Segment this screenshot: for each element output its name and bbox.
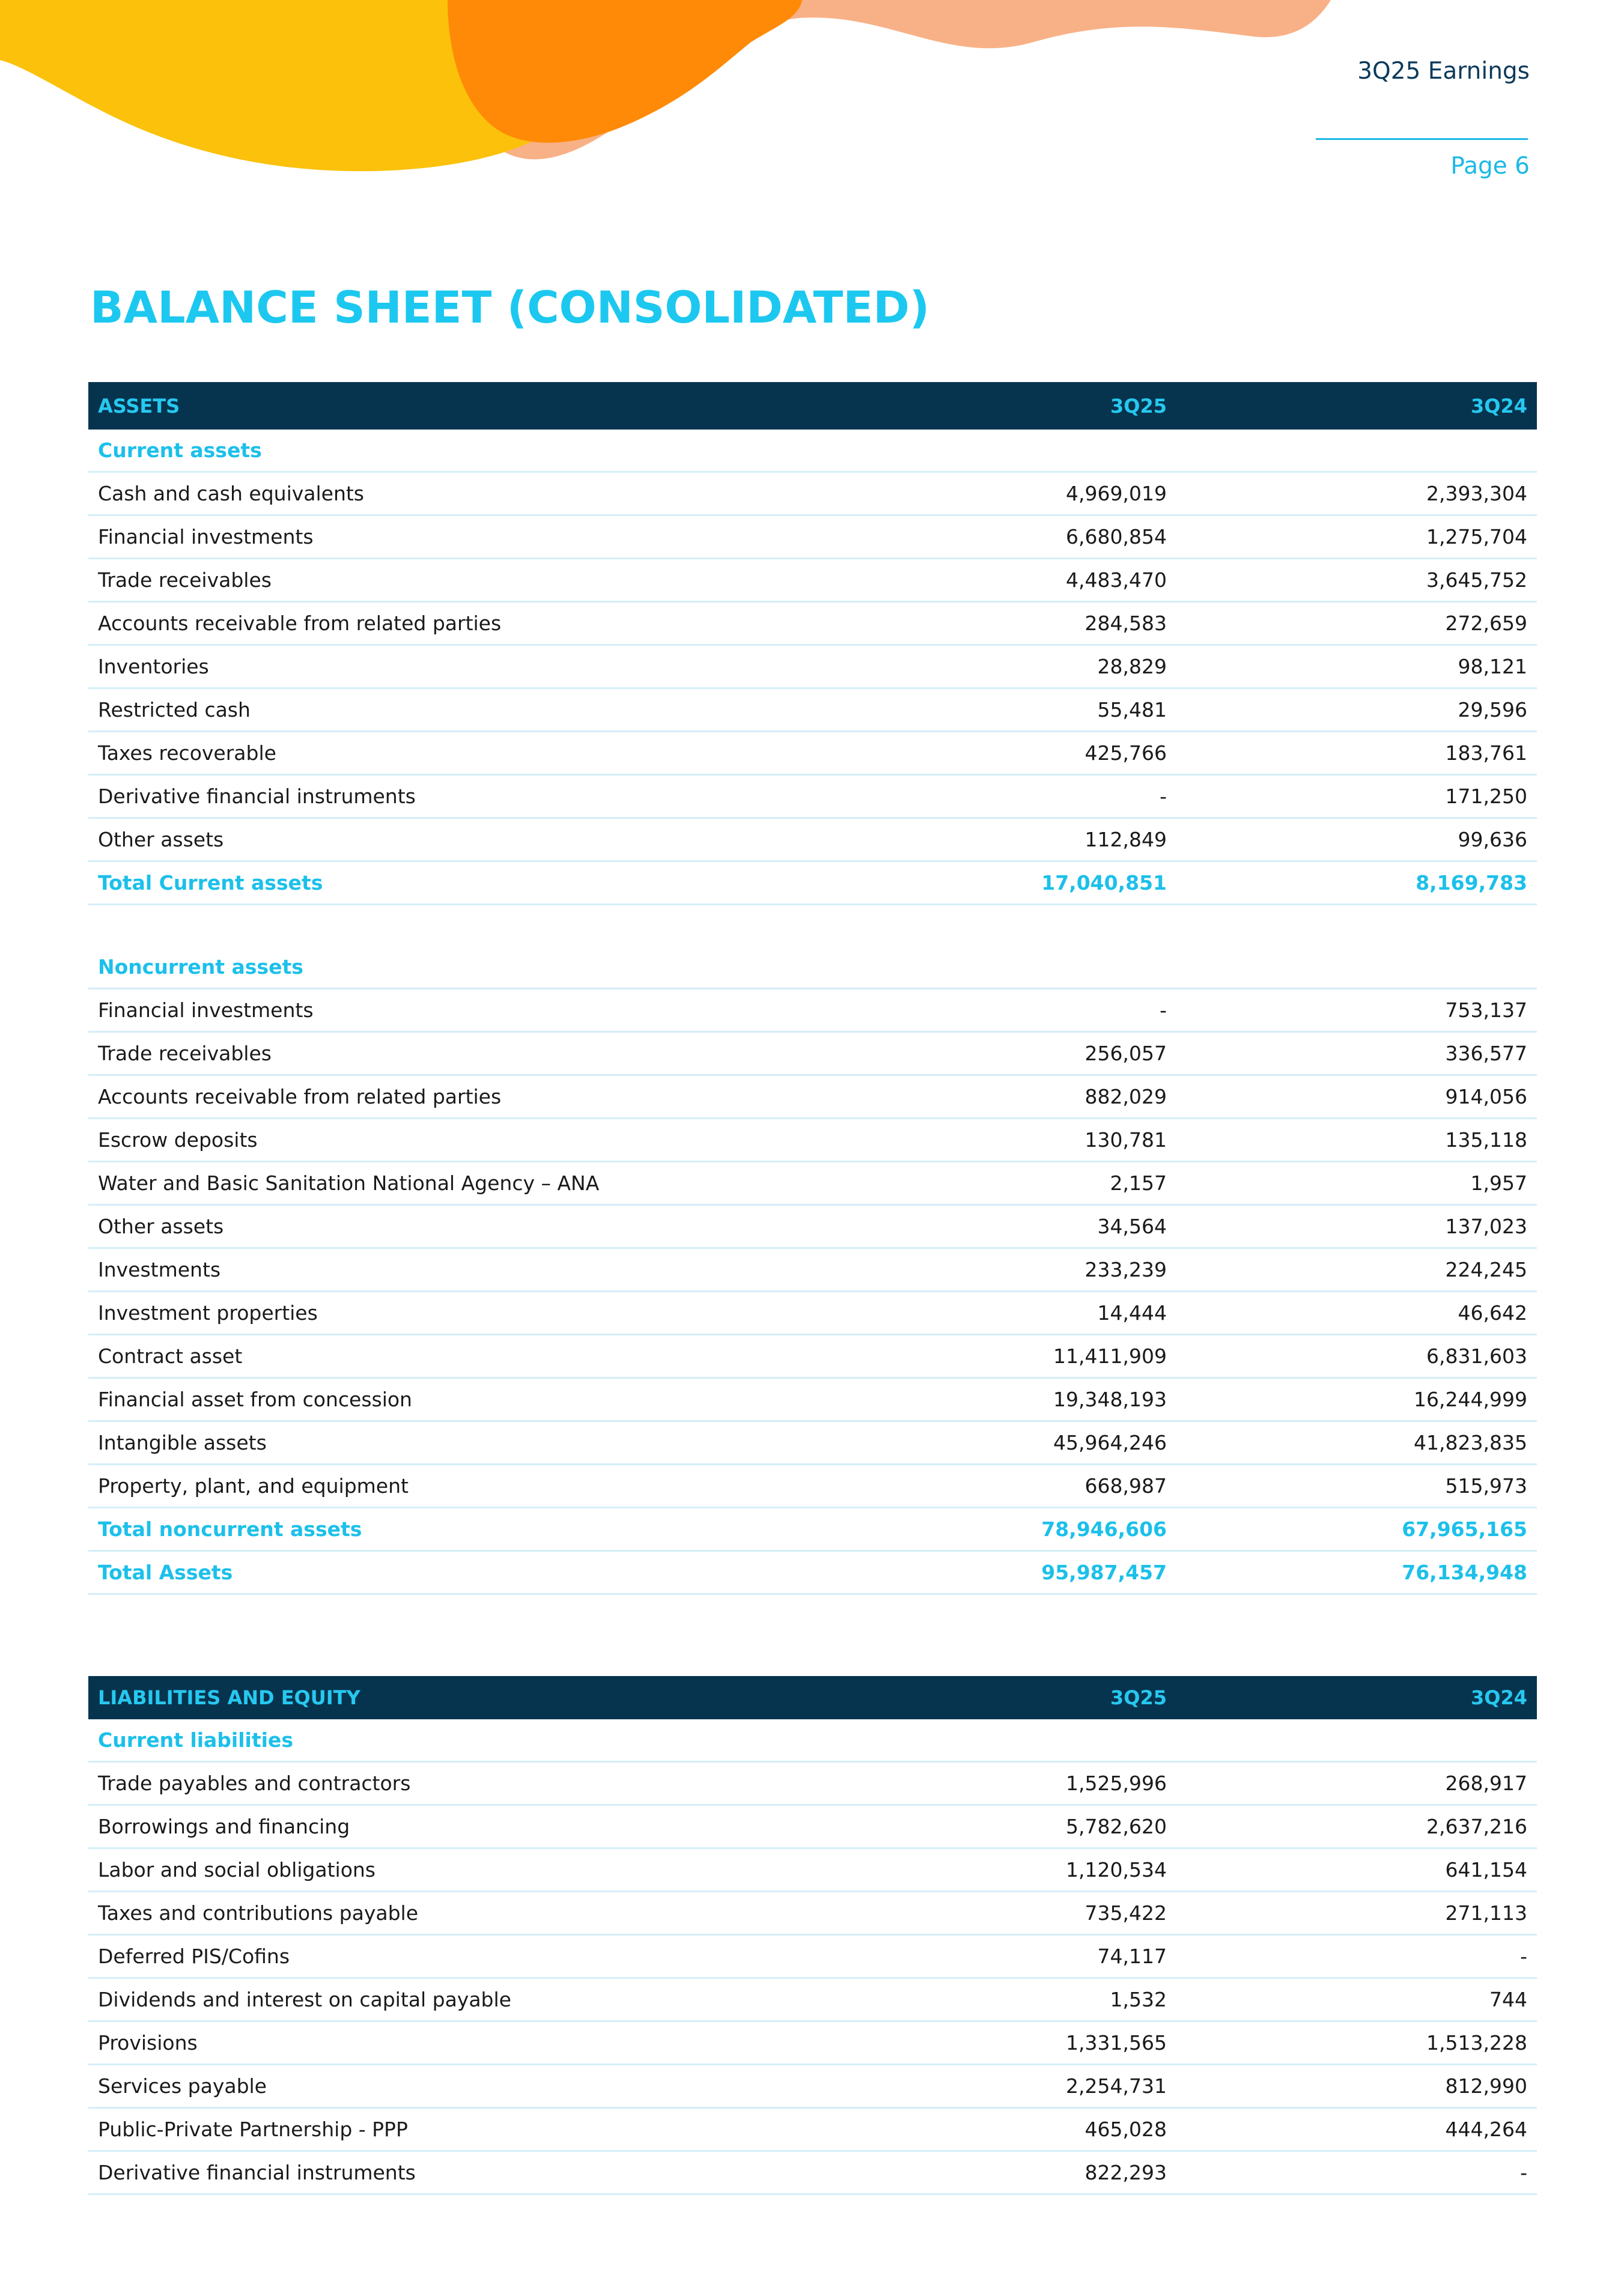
table-row [88, 1335, 1537, 1379]
value-3q25: 822,293 [1084, 2161, 1167, 2184]
section-current-assets [88, 430, 1537, 473]
header-assets: ASSETS [98, 394, 180, 418]
row-label: Intangible assets [98, 1431, 267, 1454]
table-row [88, 1119, 1537, 1162]
value-3q25: 1,525,996 [1066, 1772, 1167, 1795]
noncurrent-assets-rows [88, 989, 1537, 1508]
table-row [88, 1033, 1537, 1076]
section-label: Current assets [98, 439, 262, 462]
header-liabilities-equity: LIABILITIES AND EQUITY [98, 1686, 360, 1709]
header-3q24: 3Q24 [1471, 394, 1527, 418]
value-3q25: 2,157 [1110, 1171, 1167, 1195]
table-row [88, 516, 1537, 559]
header-divider [1316, 138, 1528, 140]
row-label: Escrow deposits [98, 1128, 258, 1152]
row-label: Other assets [98, 828, 224, 851]
value-3q25: 78,946,606 [1041, 1517, 1167, 1541]
total-current-assets-row [88, 862, 1537, 905]
value-3q25: - [1160, 785, 1167, 808]
value-3q25: 130,781 [1084, 1128, 1167, 1152]
header-3q24: 3Q24 [1471, 1686, 1527, 1709]
value-3q25: 55,481 [1097, 698, 1167, 721]
value-3q24: 444,264 [1445, 2118, 1527, 2141]
table-row [88, 1422, 1537, 1465]
row-label: Contract asset [98, 1344, 243, 1368]
value-3q25: 112,849 [1084, 828, 1167, 851]
value-3q24: 1,513,228 [1426, 2031, 1527, 2055]
table-row [88, 2065, 1537, 2109]
total-noncurrent-assets-row [88, 1508, 1537, 1552]
table-row [88, 732, 1537, 776]
value-3q24: 99,636 [1458, 828, 1527, 851]
section-noncurrent-assets [88, 946, 1537, 989]
value-3q24: 3,645,752 [1426, 568, 1527, 592]
table-row [88, 1936, 1537, 1979]
row-label: Financial asset from concession [98, 1388, 412, 1411]
total-assets-row [88, 1552, 1537, 1595]
value-3q25: 1,331,565 [1066, 2031, 1167, 2055]
table-row [88, 1763, 1537, 1806]
value-3q25: 11,411,909 [1053, 1344, 1167, 1368]
value-3q25: 465,028 [1084, 2118, 1167, 2141]
table-row [88, 776, 1537, 819]
current-assets-rows [88, 473, 1537, 862]
row-label: Dividends and interest on capital payable [98, 1988, 511, 2011]
row-label: Taxes and contributions payable [98, 1901, 419, 1925]
row-label: Trade receivables [98, 568, 272, 592]
value-3q24: 16,244,999 [1414, 1388, 1527, 1411]
value-3q24: 76,134,948 [1402, 1561, 1527, 1584]
assets-table-header [88, 382, 1537, 430]
value-3q24: 29,596 [1458, 698, 1527, 721]
table-row [88, 689, 1537, 732]
row-label: Derivative financial instruments [98, 2161, 416, 2184]
value-3q24: 2,637,216 [1426, 1815, 1527, 1838]
value-3q25: 28,829 [1097, 655, 1167, 678]
value-3q24: 67,965,165 [1402, 1517, 1527, 1541]
table-row [88, 1892, 1537, 1936]
value-3q24: 515,973 [1445, 1474, 1527, 1498]
row-label: Accounts receivable from related parties [98, 1085, 502, 1108]
value-3q25: 19,348,193 [1053, 1388, 1167, 1411]
table-row [88, 1249, 1537, 1292]
table-row [88, 473, 1537, 516]
value-3q25: 233,239 [1084, 1258, 1167, 1281]
row-label: Total Assets [98, 1561, 233, 1584]
value-3q24: 1,275,704 [1426, 525, 1527, 548]
spacer [88, 905, 1537, 946]
row-label: Investment properties [98, 1301, 318, 1325]
value-3q24: 271,113 [1445, 1901, 1527, 1925]
value-3q25: 2,254,731 [1066, 2074, 1167, 2098]
value-3q25: 74,117 [1097, 1945, 1167, 1968]
value-3q25: 4,969,019 [1066, 482, 1167, 505]
value-3q25: 17,040,851 [1041, 871, 1167, 894]
value-3q24: 6,831,603 [1426, 1344, 1527, 1368]
value-3q25: 1,532 [1110, 1988, 1167, 2011]
page-number: Page 6 [1450, 153, 1530, 180]
table-row [88, 559, 1537, 603]
value-3q24: 1,957 [1470, 1171, 1527, 1195]
value-3q24: 812,990 [1445, 2074, 1527, 2098]
table-row [88, 1292, 1537, 1335]
value-3q24: 2,393,304 [1426, 482, 1527, 505]
value-3q24: 272,659 [1445, 612, 1527, 635]
value-3q24: 268,917 [1445, 1772, 1527, 1795]
value-3q25: 1,120,534 [1066, 1858, 1167, 1881]
value-3q24: 224,245 [1445, 1258, 1527, 1281]
row-label: Trade payables and contractors [98, 1772, 411, 1795]
table-row [88, 1806, 1537, 1849]
value-3q24: 753,137 [1445, 998, 1527, 1022]
row-label: Services payable [98, 2074, 267, 2098]
value-3q25: - [1160, 998, 1167, 1022]
table-row [88, 1849, 1537, 1892]
value-3q25: 735,422 [1084, 1901, 1167, 1925]
table-row [88, 1076, 1537, 1119]
row-label: Borrowings and financing [98, 1815, 350, 1838]
value-3q24: 98,121 [1458, 655, 1527, 678]
row-label: Labor and social obligations [98, 1858, 376, 1881]
row-label: Inventories [98, 655, 209, 678]
row-label: Total Current assets [98, 871, 323, 894]
header-3q25: 3Q25 [1110, 394, 1167, 418]
orange-blob [448, 0, 802, 143]
value-3q24: 8,169,783 [1416, 871, 1527, 894]
value-3q25: 95,987,457 [1041, 1561, 1167, 1584]
value-3q24: 744 [1489, 1988, 1527, 2011]
table-row [88, 603, 1537, 646]
value-3q24: 41,823,835 [1414, 1431, 1527, 1454]
value-3q25: 4,483,470 [1066, 568, 1167, 592]
value-3q25: 34,564 [1097, 1215, 1167, 1238]
row-label: Water and Basic Sanitation National Agency – ANA [98, 1171, 600, 1195]
value-3q25: 14,444 [1097, 1301, 1167, 1325]
row-label: Taxes recoverable [98, 741, 276, 765]
value-3q25: 425,766 [1084, 741, 1167, 765]
table-row [88, 1379, 1537, 1422]
value-3q24: 171,250 [1445, 785, 1527, 808]
table-row [88, 1162, 1537, 1206]
value-3q25: 256,057 [1084, 1042, 1167, 1065]
table-row [88, 1465, 1537, 1508]
section-label: Noncurrent assets [98, 955, 303, 979]
value-3q24: 914,056 [1445, 1085, 1527, 1108]
current-liabilities-rows [88, 1763, 1537, 2195]
row-label: Provisions [98, 2031, 198, 2055]
row-label: Investments [98, 1258, 221, 1281]
table-row [88, 1979, 1537, 2022]
row-label: Derivative financial instruments [98, 785, 416, 808]
section-label: Current liabilities [98, 1728, 293, 1752]
document-title: 3Q25 Earnings [1357, 58, 1530, 85]
table-row [88, 819, 1537, 862]
value-3q24: 135,118 [1445, 1128, 1527, 1152]
row-label: Trade receivables [98, 1042, 272, 1065]
assets-table [88, 382, 1537, 1595]
row-label: Accounts receivable from related parties [98, 612, 502, 635]
value-3q25: 6,680,854 [1066, 525, 1167, 548]
liabilities-table-header [88, 1676, 1537, 1719]
value-3q25: 45,964,246 [1053, 1431, 1167, 1454]
value-3q24: 46,642 [1458, 1301, 1527, 1325]
section-current-liabilities [88, 1719, 1537, 1763]
value-3q25: 5,782,620 [1066, 1815, 1167, 1838]
table-row [88, 1206, 1537, 1249]
table-row [88, 2152, 1537, 2195]
table-row [88, 2022, 1537, 2065]
value-3q24: 641,154 [1445, 1858, 1527, 1881]
row-label: Restricted cash [98, 698, 251, 721]
table-row [88, 646, 1537, 689]
row-label: Other assets [98, 1215, 224, 1238]
page-title: BALANCE SHEET (CONSOLIDATED) [90, 282, 930, 333]
value-3q24: 183,761 [1445, 741, 1527, 765]
row-label: Financial investments [98, 525, 314, 548]
row-label: Public-Private Partnership - PPP [98, 2118, 408, 2141]
value-3q25: 882,029 [1084, 1085, 1167, 1108]
header-decoration [0, 0, 1346, 198]
row-label: Financial investments [98, 998, 314, 1022]
table-row [88, 2109, 1537, 2152]
liabilities-table [88, 1676, 1537, 2195]
value-3q25: 284,583 [1084, 612, 1167, 635]
header-3q25: 3Q25 [1110, 1686, 1167, 1709]
value-3q24: - [1520, 2161, 1527, 2184]
value-3q25: 668,987 [1084, 1474, 1167, 1498]
row-label: Total noncurrent assets [98, 1517, 362, 1541]
value-3q24: 336,577 [1445, 1042, 1527, 1065]
row-label: Deferred PIS/Cofins [98, 1945, 290, 1968]
table-row [88, 989, 1537, 1033]
value-3q24: - [1520, 1945, 1527, 1968]
row-label: Property, plant, and equipment [98, 1474, 409, 1498]
row-label: Cash and cash equivalents [98, 482, 365, 505]
value-3q24: 137,023 [1445, 1215, 1527, 1238]
